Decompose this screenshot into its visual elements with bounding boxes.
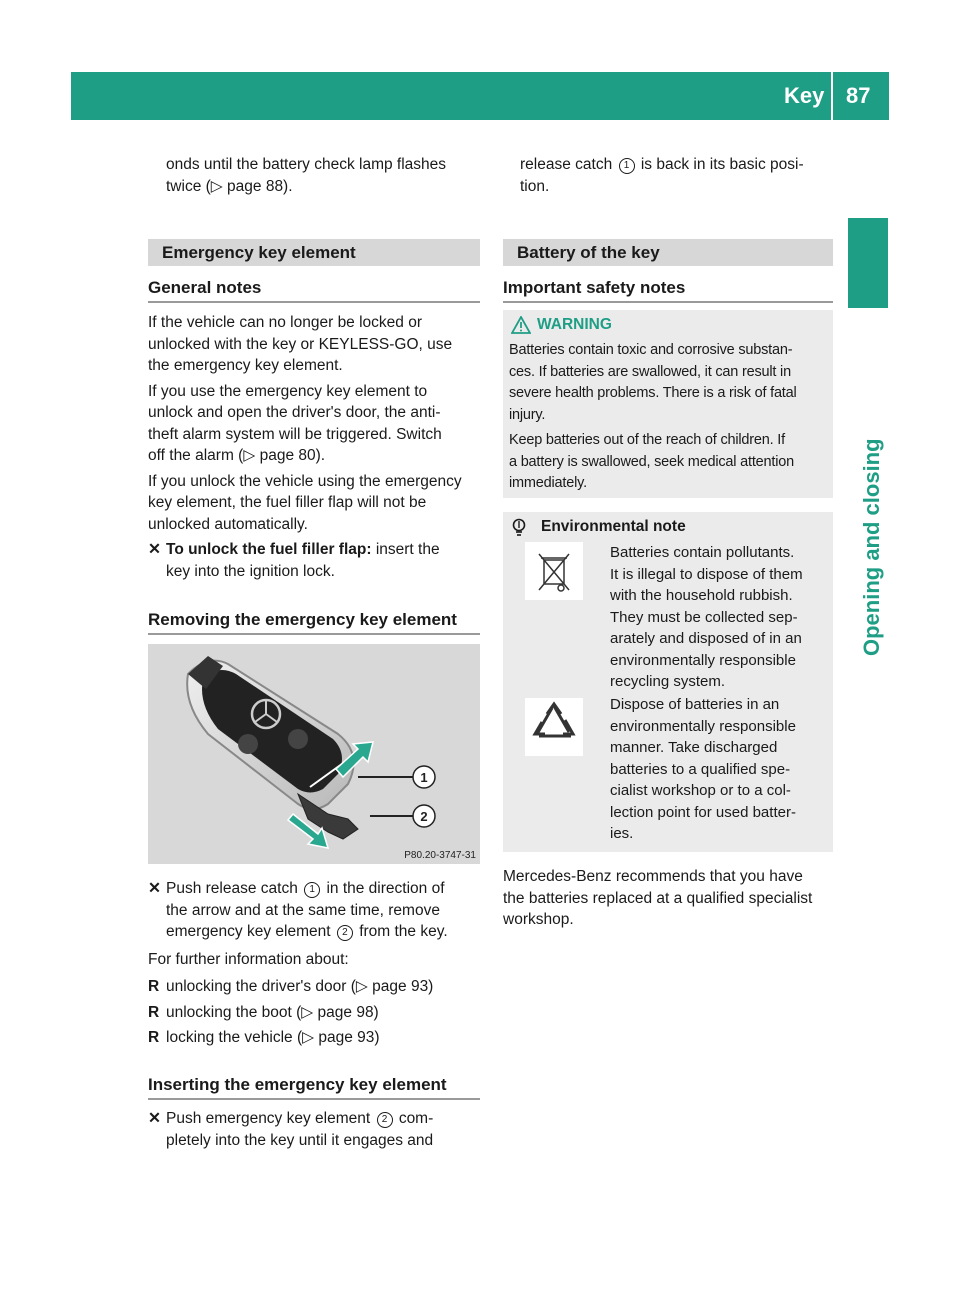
list-item: R locking the vehicle (▷ page 93) [148,1027,484,1049]
side-tab-label: Opening and closing [859,438,884,656]
intro-line: twice (▷ page 88). [166,177,293,195]
header-bar [71,72,889,120]
subheading-general-notes: General notes [148,278,262,297]
environmental-note-box [503,512,833,852]
warning-box [503,310,833,498]
step-line: ✕ To unlock the fuel filler flap: insert the [148,539,484,561]
key-illustration [148,644,480,864]
page-ref-triangle-icon: ▷ [243,447,256,464]
callout-2: 2 [420,809,428,824]
page-ref-link[interactable]: page 88). [227,177,293,195]
subheading-inserting: Inserting the emergency key element [148,1075,447,1094]
paragraph-line: unlocked with the key or KEYLESS-GO, use [148,335,453,353]
paragraph-line: key element, the fuel filler flap will not be [148,494,427,511]
warning-line: immediately. [509,475,587,491]
warning-line: ces. If batteries are swallowed, it can result in [509,363,791,380]
left-body [148,312,484,582]
paragraph-line: If you unlock the vehicle using the emergency [148,472,462,490]
page-ref-triangle-icon: ▷ [302,1029,315,1046]
paragraph-line: Mercedes-Benz recommends that you have [503,868,803,885]
paragraph-line: theft alarm system will be triggered. Switch [148,425,442,443]
step-line: ✕ Push release catch 1 in the direction of [148,878,484,900]
paragraph-line: the emergency key element. [148,357,343,374]
env-line: It is illegal to dispose of them [610,565,803,583]
warning-line: injury. [509,406,546,423]
paragraph-line: unlock and open the driver's door, the anti- [148,404,441,421]
paragraph-line: tion. [520,177,550,195]
warning-line: Batteries contain toxic and corrosive substan- [509,342,793,358]
bullet-icon: R [148,1029,160,1046]
arrow-bullet-icon: ✕ [148,1110,161,1127]
arrow-bullet-icon: ✕ [148,880,161,897]
env-text-1 [610,542,830,693]
paragraph-line: If the vehicle can no longer be locked or [148,314,423,331]
page-ref-link[interactable]: page 93) [318,1029,380,1046]
page-ref-triangle-icon: ▷ [301,1003,314,1021]
callout-2-icon: 2 [377,1112,393,1128]
env-line: with the household rubbish. [610,587,793,604]
heading-rule [148,1098,480,1100]
warning-text [509,340,835,495]
step-line: pletely into the key until it engages and [166,1131,434,1149]
paragraph-line: off the alarm (▷ page 80). [148,447,326,464]
page-number: 87 [846,83,871,108]
section-heading-emergency: Emergency key element [148,239,480,266]
header-section-title: Key [784,83,825,108]
paragraph-line: workshop. [503,911,574,928]
page-ref-link[interactable]: page 98) [317,1003,379,1021]
key-svg [148,644,480,864]
right-intro [520,154,840,197]
heading-rule [503,301,833,303]
paragraph-line: If you use the emergency key element to [148,382,428,400]
paragraph-line: the batteries replaced at a qualified specialist [503,889,813,907]
env-line: recycling system. [610,673,726,690]
env-line: arately and disposed of in an [610,630,802,647]
page-ref-triangle-icon: ▷ [355,978,368,995]
paragraph-line: release catch 1 is back in its basic posi- [520,156,804,173]
step-line: emergency key element 2 from the key. [166,923,448,940]
env-line: environmentally responsible [610,651,796,669]
bullet-icon: R [148,1003,160,1021]
warning-line: Keep batteries out of the reach of children. If [509,432,785,448]
step-line: the arrow and at the same time, remove [166,901,440,919]
env-line: environmentally responsible [610,717,796,735]
callout-2-icon: 2 [337,925,353,941]
left-intro [166,154,486,197]
env-line: manner. Take discharged [610,739,778,756]
paragraph-line: unlocked automatically. [148,515,308,533]
warning-triangle-icon [511,316,531,339]
image-code: P80.20-3747-31 [404,850,476,861]
env-line: lection point for used batter- [610,803,796,821]
arrow-bullet-icon: ✕ [148,541,161,558]
bullet-icon: R [148,978,160,995]
subheading-safety: Important safety notes [503,278,686,297]
page-ref-link[interactable]: page 93) [372,978,434,995]
env-line: Batteries contain pollutants. [610,544,795,561]
callout-1-icon: 1 [304,882,320,898]
env-line: Dispose of batteries in an [610,696,780,713]
intro-line: onds until the battery check lamp flashes [166,156,447,173]
side-tab-marker [848,218,888,308]
step-line: key into the ignition lock. [166,562,335,580]
heading-rule [148,633,480,635]
step-line: ✕ Push emergency key element 2 com- [148,1108,484,1130]
env-line: batteries to a qualified spe- [610,760,791,778]
env-text-2 [610,694,830,845]
left-body-3 [148,1108,484,1151]
list-item: R unlocking the driver's door (▷ page 93) [148,976,484,998]
warning-line: a battery is swallowed, seek medical attention [509,453,794,470]
header-separator [831,72,833,120]
crossed-bin-icon [525,542,583,600]
env-note-title: Environmental note [541,518,686,535]
heading-rule [148,301,480,303]
warning-title: WARNING [537,316,612,333]
paragraph-line: For further information about: [148,950,349,968]
warning-line: severe health problems. There is a risk of fatal [509,385,797,401]
subheading-removing: Removing the emergency key element [148,610,457,629]
right-closing [503,866,839,931]
env-line: They must be collected sep- [610,608,798,626]
callout-1-icon: 1 [619,158,635,174]
recycle-icon [525,698,583,756]
list-item: R unlocking the boot (▷ page 98) [148,1002,484,1024]
callout-1: 1 [420,770,428,785]
section-heading-battery: Battery of the key [503,239,833,266]
side-tab-label-wrap [859,318,884,658]
left-body-2 [148,878,484,1049]
page-ref-triangle-icon: ▷ [210,177,223,195]
page-ref-link[interactable]: page 80). [259,447,326,464]
lightbulb-icon [511,518,527,543]
env-line: ies. [610,825,634,842]
env-line: cialist workshop or to a col- [610,782,791,799]
